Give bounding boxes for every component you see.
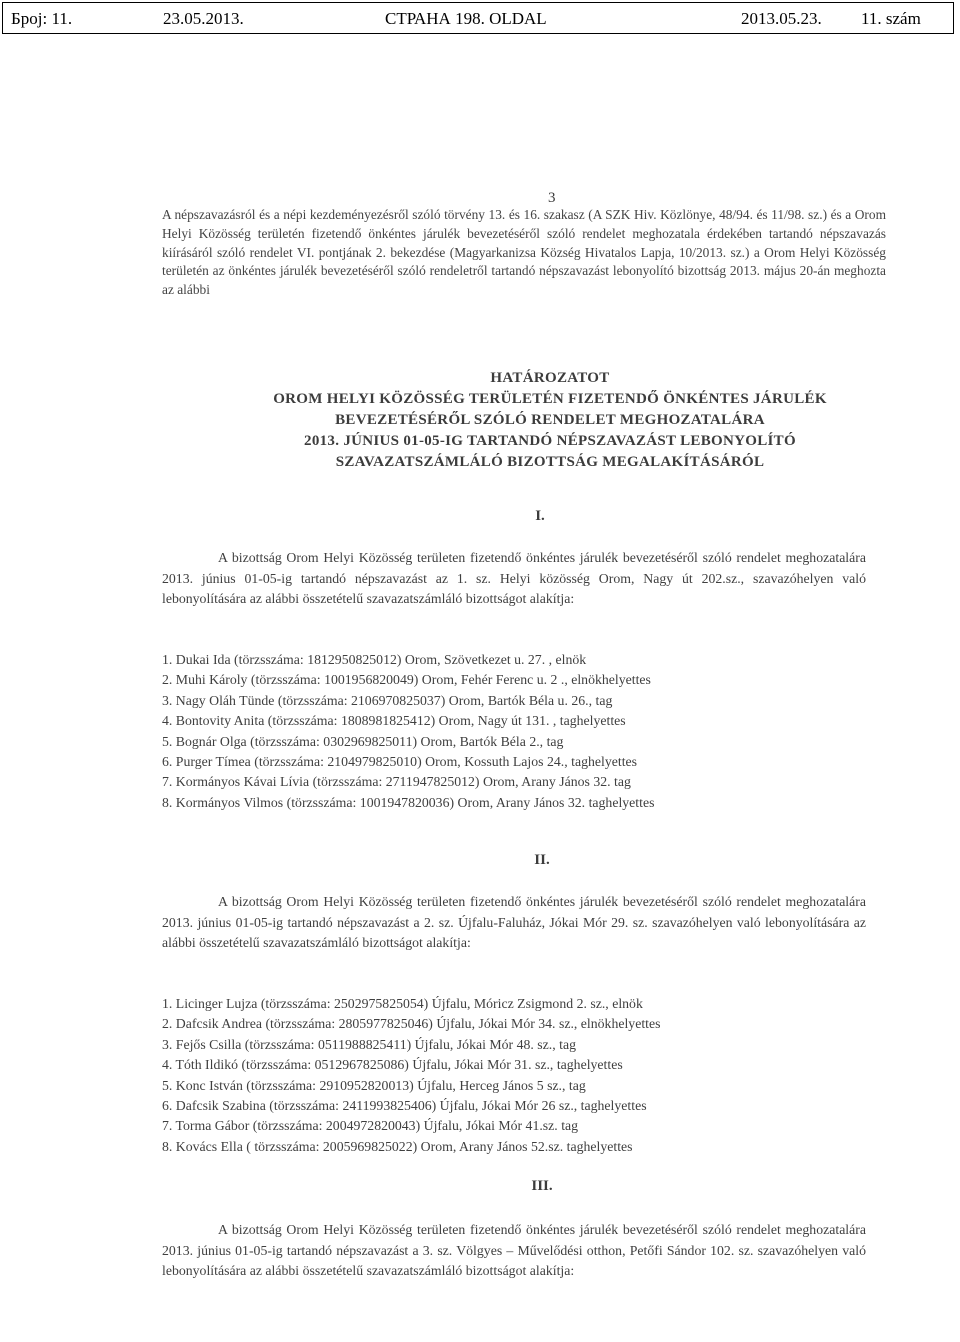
list-item: 6. Dafcsik Szabina (törzsszáma: 2411993825406) Újfalu, Jókai Mór 26 sz., taghelyettes bbox=[162, 1098, 647, 1114]
section-paragraph bbox=[162, 892, 866, 954]
section-text: A bizottság Orom Helyi Közösség területen fizetendő önkéntes járulék bevezetéséről szóló rendelet meghozatalára 2013. június 01-05-ig tartandó népszavazást a 2. sz. Újfalu-Faluház, Jókai Mór 29. sz. szavazóhelyen való lebonyolítására az alábbi összetételű szavazatszámláló bizottságot alakítja: bbox=[162, 894, 866, 951]
list-item: 7. Kormányos Kávai Lívia (törzsszáma: 2711947825012) Orom, Arany János 32. tag bbox=[162, 774, 631, 790]
section-text: A bizottság Orom Helyi Közösség területen fizetendő önkéntes járulék bevezetéséről szóló rendelet meghozatalára 2013. június 01-05-ig tartandó népszavazást az 1. sz. Helyi közösség Orom, Nagy út 202.sz., szavazóhelyen való lebonyolítására az alábbi összetételű szavazatszámláló bizottságot alakítja: bbox=[162, 550, 866, 607]
list-item: 8. Kovács Ella ( törzsszáma: 2005969825022) Orom, Arany János 52.sz. taghelyettes bbox=[162, 1138, 633, 1154]
section-numeral: III. bbox=[531, 1178, 553, 1194]
list-item: 4. Bontovity Anita (törzsszáma: 1808981825412) Orom, Nagy út 131. , taghelyettes bbox=[162, 713, 626, 729]
list-item: 4. Tóth Ildikó (törzsszáma: 0512967825086) Újfalu, Jókai Mór 31. sz., taghelyettes bbox=[162, 1057, 623, 1073]
title-line: HATÁROZATOT bbox=[490, 370, 610, 386]
list-item: 3. Nagy Oláh Tünde (törzsszáma: 2106970825037) Orom, Bartók Béla u. 26., tag bbox=[162, 692, 613, 708]
list-item: 2. Dafcsik Andrea (törzsszáma: 2805977825046) Újfalu, Jókai Mór 34. sz., elnökhelyettes bbox=[162, 1016, 661, 1032]
list-item: 5. Konc István (törzsszáma: 2910952820013) Újfalu, Herceg János 5 sz., tag bbox=[162, 1077, 586, 1093]
list-item: 1. Dukai Ida (törzsszáma: 1812950825012) Orom, Szövetkezet u. 27. , elnök bbox=[162, 652, 587, 667]
issue-date: 23.05.2013. bbox=[163, 9, 244, 28]
decision-title bbox=[200, 368, 900, 473]
list-item: 5. Bognár Olga (törzsszáma: 0302969825011) Orom, Bartók Béla 2., tag bbox=[162, 733, 564, 749]
intro-paragraph: A népszavazásról és a népi kezdeményezésről szóló törvény 13. és 16. szakasz (A SZK Hiv. Közlönye, 48/94. és 11/98. sz.) és a Orom Helyi Közösség területén fizetendő önkéntes járulék bevezetéséről szóló rendelet meghozatala érdekében tartandó népszavazás kiírásáról szóló rendelet VI. pontjának 2. bekezdése (Magyarkanizsa Község Hivatalos Lapja, 10/2013. sz.) a Orom Helyi Közösség területén az önkéntes járulék bevezetéséről szóló rendeletről tartandó népszavazást lebonyolító bizottság 2013. május 20-án meghozta az alábbi bbox=[162, 207, 886, 298]
list-item: 3. Fejős Csilla (törzsszáma: 0511988825411) Újfalu, Jókai Mór 48. sz., tag bbox=[162, 1036, 576, 1052]
title-line: SZAVAZATSZÁMLÁLÓ BIZOTTSÁG MEGALAKÍTÁSÁRÓL bbox=[335, 454, 765, 470]
section-numeral: I. bbox=[535, 508, 545, 524]
member-list bbox=[162, 994, 882, 1157]
list-item: 1. Licinger Lujza (törzsszáma: 2502975825054) Újfalu, Móricz Zsigmond 2. sz., elnök bbox=[162, 996, 643, 1011]
gazette-header bbox=[2, 2, 954, 34]
page-label: СТРАНА 198. OLDAL bbox=[385, 9, 547, 28]
issue-number: 11. szám bbox=[861, 9, 921, 28]
title-line: OROM HELYI KÖZÖSSÉG TERÜLETÉN FIZETENDŐ ÖNKÉNTES JÁRULÉK bbox=[273, 391, 827, 407]
section-paragraph bbox=[162, 548, 866, 610]
list-item: 8. Kormányos Vilmos (törzsszáma: 1001947820036) Orom, Arany János 32. taghelyettes bbox=[162, 794, 655, 810]
section-paragraph bbox=[162, 1220, 866, 1282]
scan-page-number: 3 bbox=[548, 190, 556, 206]
title-line: 2013. JÚNIUS 01-05-IG TARTANDÓ NÉPSZAVAZÁST LEBONYOLÍTÓ bbox=[304, 433, 796, 449]
list-item: 7. Torma Gábor (törzsszáma: 2004972820043) Újfalu, Jókai Mór 41.sz. tag bbox=[162, 1118, 579, 1134]
section-text: A bizottság Orom Helyi Közösség területen fizetendő önkéntes járulék bevezetéséről szóló rendelet meghozatalára 2013. június 01-05-ig tartandó népszavazást a 3. sz. Völgyes – Művelődési otthon, Petőfi Sándor 102. sz. szavazóhelyen való lebonyolítására az alábbi összetételű szavazatszámláló bizottságot alakítja: bbox=[162, 1222, 866, 1279]
list-item: 6. Purger Tímea (törzsszáma: 2104979825010) Orom, Kossuth Lajos 24., taghelyettes bbox=[162, 754, 638, 770]
list-item: 2. Muhi Károly (törzsszáma: 1001956820049) Orom, Fehér Ferenc u. 2 ., elnökhelyettes bbox=[162, 672, 651, 688]
member-list bbox=[162, 650, 882, 813]
gazette-number: Број: 11. bbox=[11, 9, 73, 28]
issue-date-hu: 2013.05.23. bbox=[741, 9, 822, 28]
title-line: BEVEZETÉSÉRŐL SZÓLÓ RENDELET MEGHOZATALÁRA bbox=[335, 412, 765, 428]
section-numeral: II. bbox=[534, 852, 550, 868]
